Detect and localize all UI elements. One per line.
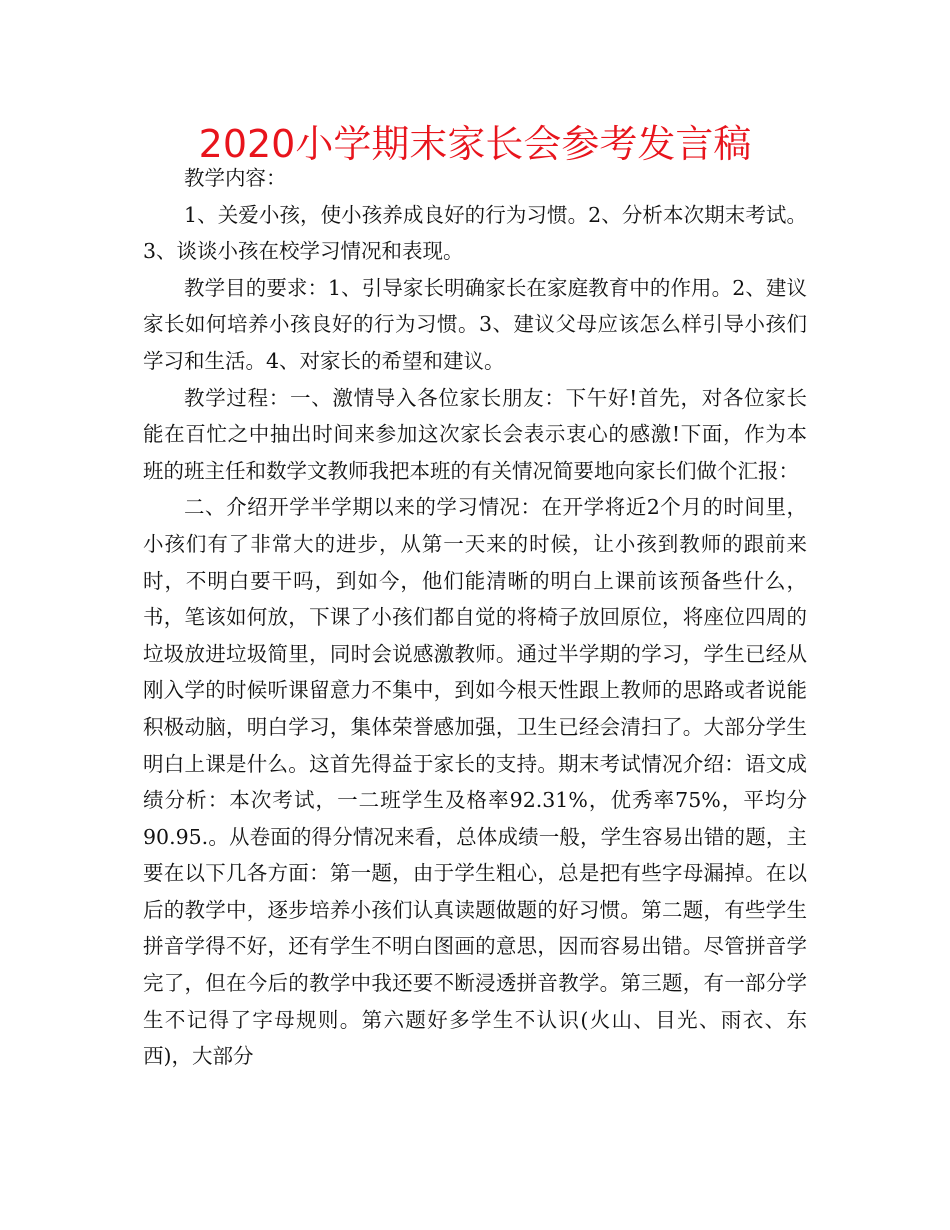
paragraph-learning-situation: 二、介绍开学半学期以来的学习情况：在开学将近2个月的时间里，小孩们有了非常大的进步，从第一天来的时候，让小孩到教师的跟前来时，不明白要干吗，到如今，他们能清晰的明白上课前该预备些什么，书，笔该如何放，下课了小孩们都自觉的将椅子放回原位，将座位四周的垃圾放进垃圾简里，同时会说感激教师。通过半学期的学习，学生已经从刚入学的时候听课留意力不集中，到如今根天性跟上教师的思路或者说能积极动脑，明白学习，集体荣誉感加强，卫生已经会清扫了。大部分学生明白上课是什么。这首先得益于家长的支持。期末考试情况介绍：语文成绩分析：本次考试，一二班学生及格率92.31%，优秀率75%，平均分90.95.。从卷面的得分情况来看，总体成绩一般，学生容易出错的题，主要在以下几各方面：第一题，由于学生粗心，总是把有些字母漏掉。在以后的教学中，逐步培养小孩们认真读题做题的好习惯。第二题，有些学生拼音学得不好，还有学生不明白图画的意思，因而容易出错。尽管拼音学完了，但在今后的教学中我还要不断浸透拼音教学。第三题，有一部分学生不记得了字母规则。第六题好多学生不认识(火山、目光、雨衣、东西)，大部分 bbox=[143, 495, 807, 1069]
paragraph-teaching-content-heading: 教学内容： bbox=[184, 166, 287, 190]
document-body bbox=[143, 160, 807, 1075]
paragraph-teaching-content: 1、关爱小孩，使小孩养成良好的行为习惯。2、分析本次期末考试。3、谈谈小孩在校学习情况和表现。 bbox=[143, 202, 807, 264]
paragraph-teaching-goals: 教学目的要求：1、引导家长明确家长在家庭教育中的作用。2、建议家长如何培养小孩良好的行为习惯。3、建议父母应该怎么样引导小孩们学习和生活。4、对家长的希望和建议。 bbox=[143, 275, 807, 373]
document-title: 2020小学期末家长会参考发言稿 bbox=[198, 122, 752, 166]
paragraph-teaching-process: 教学过程：一、激情导入各位家长朋友：下午好!首先，对各位家长能在百忙之中抽出时间来参加这次家长会表示衷心的感激!下面，作为本班的班主任和数学文教师我把本班的有关情况简要地向家长们做个汇报： bbox=[143, 385, 807, 483]
